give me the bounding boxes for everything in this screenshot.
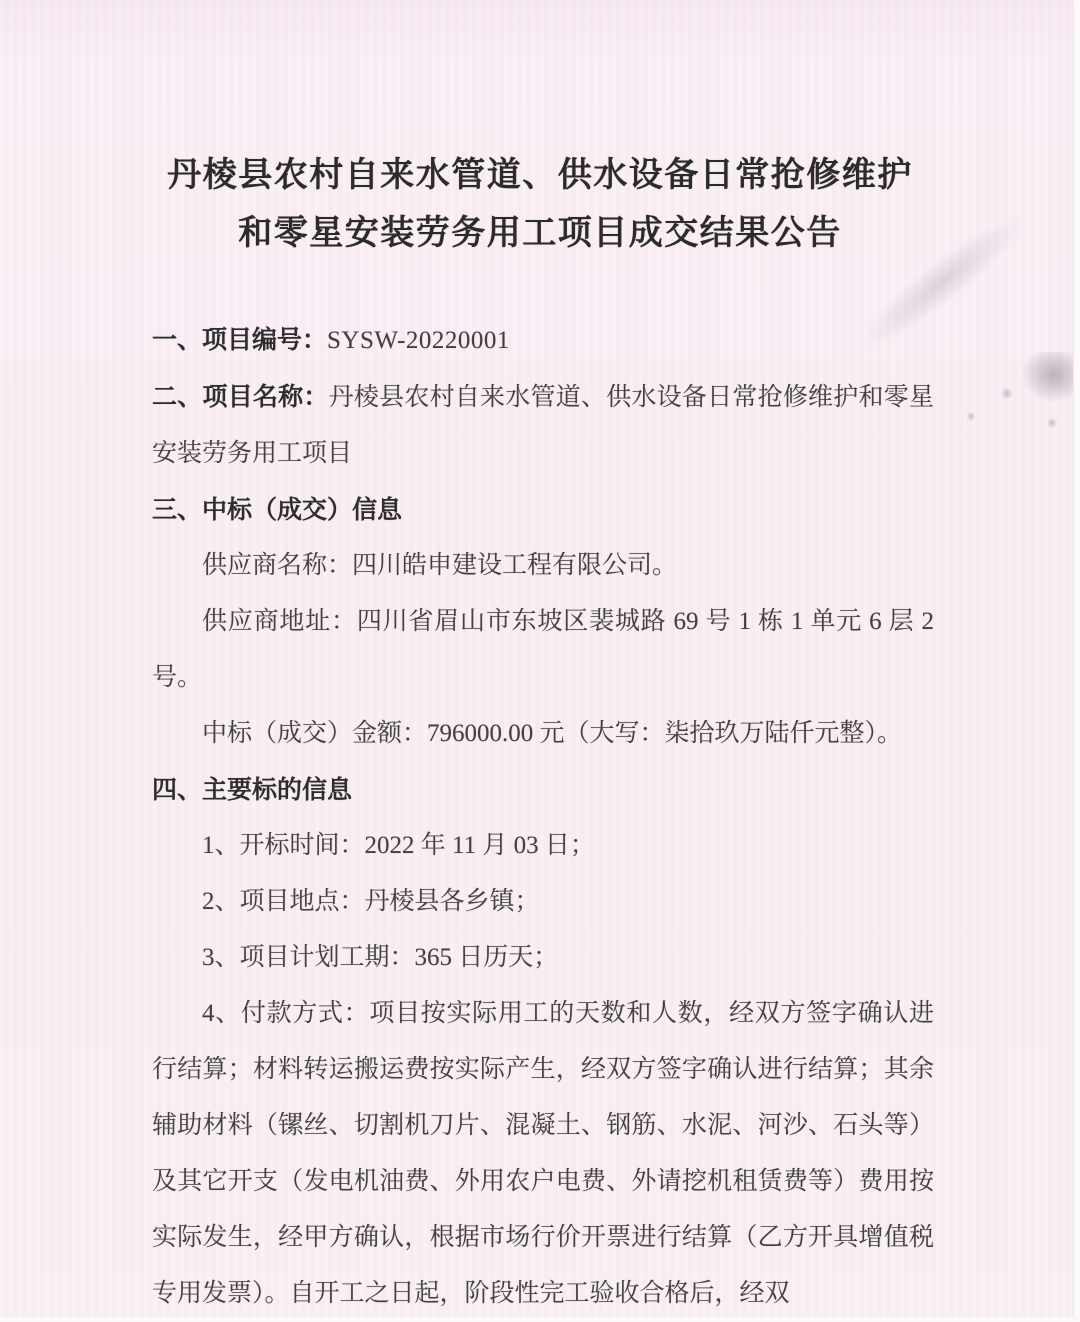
document-title [90,146,990,262]
scan-speckle [1046,418,1058,428]
supplier-address-paragraph: 供应商地址：四川省眉山市东坡区裴城路 69 号 1 栋 1 单元 6 层 2 号。 [152,608,934,691]
document-body [152,312,934,1322]
project-name-paragraph [152,369,934,482]
award-info-heading: 三、中标（成交）信息 [152,496,403,524]
project-number-value: SYSW-20220001 [327,327,510,354]
project-name-value: 丹棱县农村自来水管道、供水设备日常抢修维护和零星安装劳务用工项目 [152,384,934,467]
award-amount-line: 中标（成交）金额：796000.00 元（大写：柒拾玖万陆仟元整）。 [202,720,903,747]
payment-method-paragraph: 4、付款方式：项目按实际用工的天数和人数，经双方签字确认进行结算；材料转运搬运费按实际产生，经双方签字确认进行结算；其余辅助材料（镙丝、切割机刀片、混凝土、钢筋、水泥、河沙、石头等）及其它开支（发电机油费、外用农户电费、外请挖机租赁费等）费用按实际发生，经甲方确认，根据市场行价开票进行结算（乙方开具增值税专用发票）。自开工之日起，阶段性完工验收合格后，经双 [152,1000,934,1307]
main-subject-heading: 四、主要标的信息 [152,776,353,804]
scan-smudge-blotch [1022,352,1080,402]
supplier-name-line: 供应商名称：四川皓申建设工程有限公司。 [202,552,678,579]
project-location-line: 2、项目地点：丹棱县各乡镇； [202,888,540,915]
scan-edge-right [1073,0,1080,1322]
scan-speckle [1000,388,1014,399]
project-name-label: 二、项目名称： [152,383,329,411]
project-number-line [152,312,934,369]
project-duration-line: 3、项目计划工期：365 日历天； [202,944,559,971]
project-number-label: 一、项目编号： [152,326,328,354]
document-title-line-2: 和零星安装劳务用工项目成交结果公告 [238,214,842,252]
bid-opening-time-line: 1、开标时间：2022 年 11 月 03 日； [202,832,595,859]
document-title-line-1: 丹棱县农村自来水管道、供水设备日常抢修维护 [167,156,913,194]
scan-speckle [966,412,976,421]
